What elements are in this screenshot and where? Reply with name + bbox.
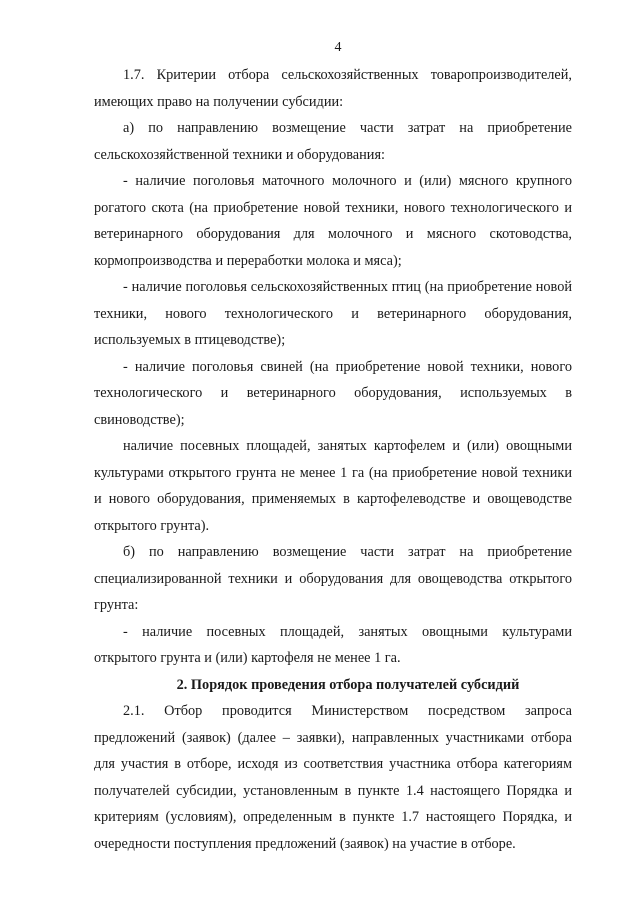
paragraph-selection-procedure: 2.1. Отбор проводится Министерством посредством запроса предложений (заявок) (далее – заявки), направленных участниками отбора для участия в отборе, исходя из соответствия участника отбора категориям получателей субсидии, установленным в пункте 1.4 настоящего Порядка и критериям (условиям), определенным в пункте 1.7 настоящего Порядка, и очередности поступления предложений (заявок) на участие в отборе. <box>94 703 572 852</box>
paragraph-poultry: - наличие поголовья сельскохозяйственных птиц (на приобретение новой техники, нового технологического и ветеринарного оборудования, используемых в птицеводстве); <box>94 279 572 348</box>
document-body <box>94 62 572 857</box>
page-number: 4 <box>334 40 342 55</box>
paragraph-cattle: - наличие поголовья маточного молочного и (или) мясного крупного рогатого скота (на приобретение новой техники, нового технологического и ветеринарного оборудования для молочного и мясного скотоводства, кормопроизводства и переработки молока и мяса); <box>94 173 572 269</box>
paragraph-direction-a: а) по направлению возмещение части затрат на приобретение сельскохозяйственной техники и оборудования: <box>94 120 572 163</box>
paragraph-potatoes-vegetables: наличие посевных площадей, занятых картофелем и (или) овощными культурами открытого грунта не менее 1 га (на приобретение новой техники и нового оборудования, применяемых в картофелеводстве и овощеводстве открытого грунта). <box>94 438 572 534</box>
paragraph-direction-b: б) по направлению возмещение части затрат на приобретение специализированной техники и оборудования для овощеводства открытого грунта: <box>94 544 572 613</box>
paragraph-sown-areas: - наличие посевных площадей, занятых овощными культурами открытого грунта и (или) картофеля не менее 1 га. <box>94 623 572 666</box>
section-heading: 2. Порядок проведения отбора получателей субсидий <box>176 676 520 693</box>
paragraph-pigs: - наличие поголовья свиней (на приобретение новой техники, нового технологического и ветеринарного оборудования, используемых в свиноводстве); <box>94 358 572 428</box>
paragraph-criteria-intro: 1.7. Критерии отбора сельскохозяйственных товаропроизводителей, имеющих право на получении субсидии: <box>94 67 572 110</box>
